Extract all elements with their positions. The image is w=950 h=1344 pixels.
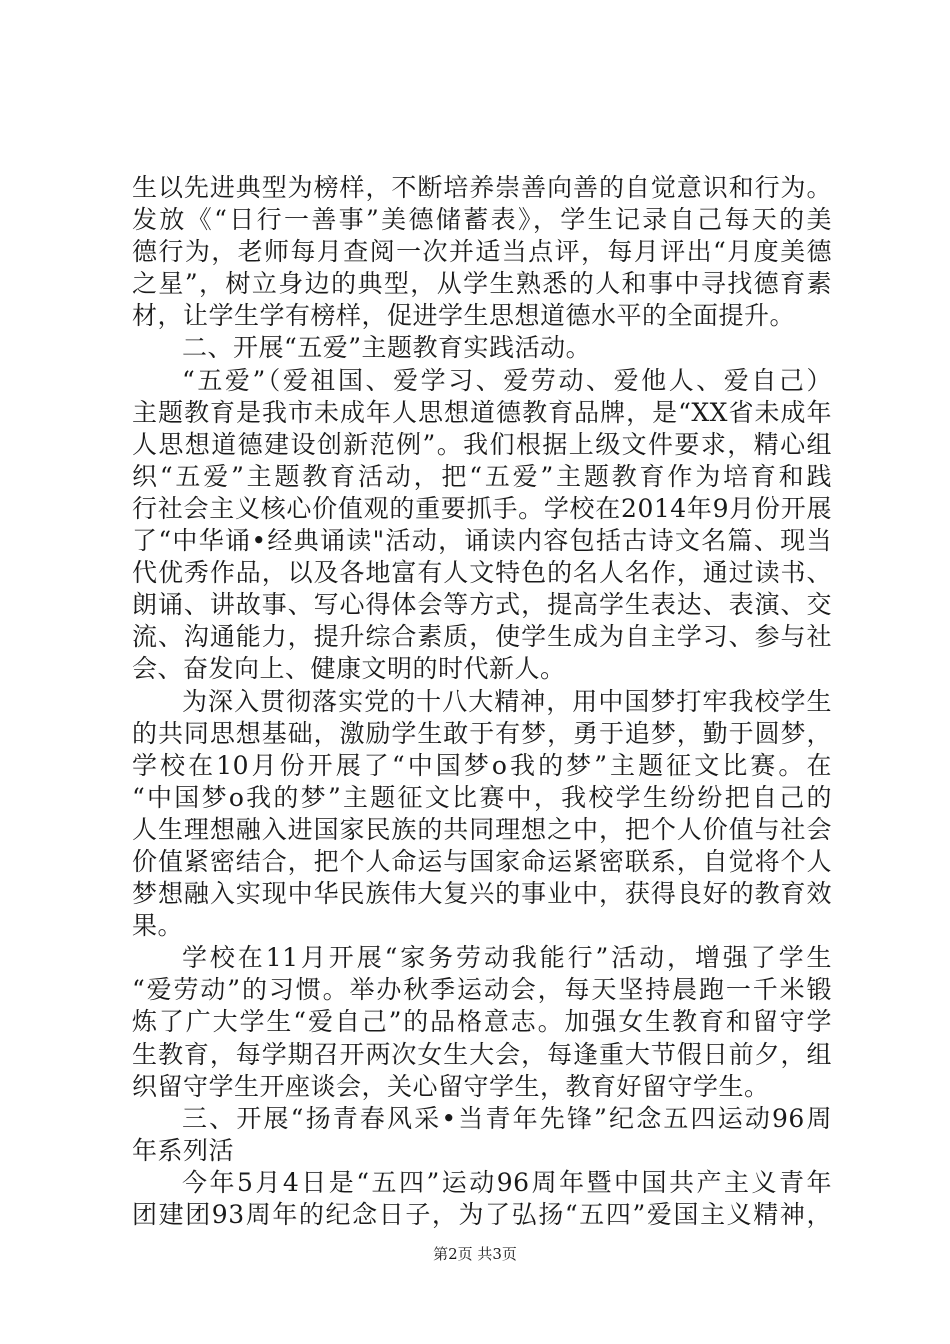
text-line: 行社会主义核心价值观的重要抓手。学校在2014年9月份开展 bbox=[132, 493, 832, 523]
text-line: 果。 bbox=[132, 911, 184, 941]
text-line: 德行为，老师每月查阅一次并适当点评，每月评出“月度美德 bbox=[132, 237, 832, 267]
text-line: 梦想融入实现中华民族伟大复兴的事业中，获得良好的教育效 bbox=[132, 879, 832, 909]
text-line: 年系列活 bbox=[132, 1135, 235, 1165]
text-line: 人生理想融入进国家民族的共同理想之中，把个人价值与社会 bbox=[132, 814, 832, 844]
text-line: 为深入贯彻落实党的十八大精神，用中国梦打牢我校学生 bbox=[182, 686, 832, 716]
text-line: 今年5月4日是“五四”运动96周年暨中国共产主义青年 bbox=[182, 1167, 832, 1197]
text-line: 织“五爱”主题教育活动，把“五爱”主题教育作为培育和践 bbox=[132, 461, 832, 491]
text-line: 二、开展“五爱”主题教育实践活动。 bbox=[182, 333, 592, 363]
text-line: 生以先进典型为榜样，不断培养崇善向善的自觉意识和行为。 bbox=[132, 173, 832, 202]
text-line: 织留守学生开座谈会，关心留守学生，教育好留守学生。 bbox=[132, 1071, 770, 1101]
text-line: 学校在10月份开展了“中国梦o我的梦”主题征文比赛。在 bbox=[132, 750, 832, 780]
text-line: 朗诵、讲故事、写心得体会等方式，提高学生表达、表演、交 bbox=[132, 590, 832, 620]
text-line: “爱劳动”的习惯。举办秋季运动会，每天坚持晨跑一千米锻 bbox=[132, 975, 832, 1005]
text-line: 代优秀作品，以及各地富有人文特色的名人名作，通过读书、 bbox=[132, 558, 832, 588]
text-line: 团建团93周年的纪念日子，为了弘扬“五四”爱国主义精神， bbox=[132, 1200, 832, 1229]
text-line: 生教育，每学期召开两次女生大会，每逢重大节假日前夕，组 bbox=[132, 1039, 832, 1069]
text-line: 流、沟通能力，提升综合素质，使学生成为自主学习、参与社 bbox=[132, 622, 832, 652]
text-line: 主题教育是我市未成年人思想道德教育品牌，是“XX省未成年 bbox=[132, 397, 832, 427]
text-line: 人思想道德建设创新范例”。我们根据上级文件要求，精心组 bbox=[132, 429, 832, 459]
text-line: 之星”，树立身边的典型，从学生熟悉的人和事中寻找德育素 bbox=[132, 269, 832, 299]
text-line: “中国梦o我的梦”主题征文比赛中，我校学生纷纷把自己的 bbox=[132, 782, 832, 812]
text-line: 发放《“日行一善事”美德储蓄表》，学生记录自己每天的美 bbox=[132, 205, 832, 235]
text-line: 会、奋发向上、健康文明的时代新人。 bbox=[132, 654, 566, 684]
text-line: 的共同思想基础，激励学生敢于有梦，勇于追梦，勤于圆梦， bbox=[132, 718, 832, 748]
text-line: 炼了广大学生“爱自己”的品格意志。加强女生教育和留守学 bbox=[132, 1007, 832, 1037]
text-line: 学校在11月开展“家务劳动我能行”活动，增强了学生 bbox=[182, 943, 832, 973]
text-line: 价值紧密结合，把个人命运与国家命运紧密联系，自觉将个人 bbox=[132, 846, 832, 876]
text-line: “五爱”（爱祖国、爱学习、爱劳动、爱他人、爱自己） bbox=[182, 365, 832, 395]
text-line: 材，让学生学有榜样，促进学生思想道德水平的全面提升。 bbox=[132, 301, 796, 331]
text-line: 三、开展“扬青春风采•当青年先锋”纪念五四运动96周 bbox=[182, 1103, 832, 1133]
document-body bbox=[132, 172, 832, 1231]
text-line: 了“中华诵•经典诵读"活动，诵读内容包括古诗文名篇、现当 bbox=[132, 526, 832, 556]
page-footer: 第2页 共3页 bbox=[433, 1245, 517, 1263]
